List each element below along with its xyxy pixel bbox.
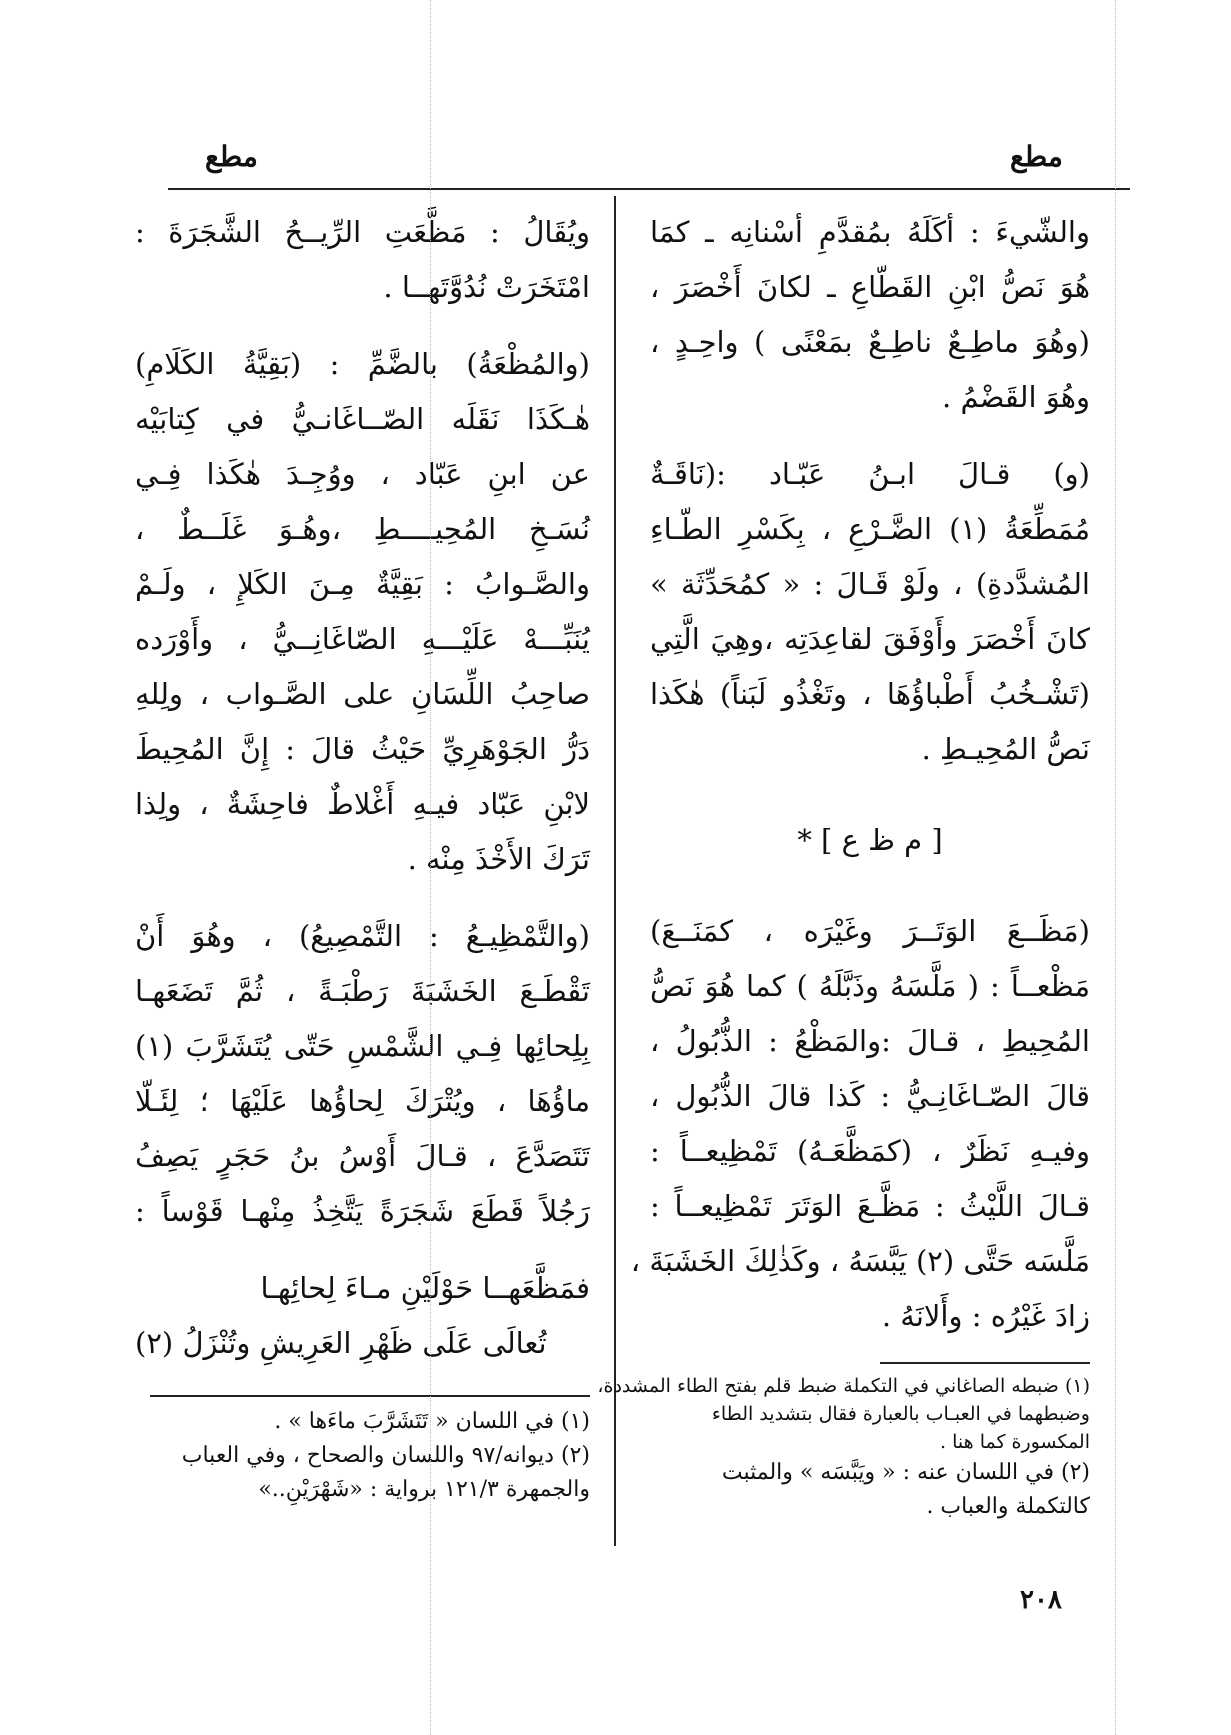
text-line: والشّيءَ : أكَلَهُ بمُقدَّمِ أسْنانِه ـ كمَا [650, 215, 1090, 249]
text-line: (مَظَــعَ الوَتَــرَ وغَيْرَه ، كمَنَــعَ) [650, 914, 1090, 948]
text-line: نُسَـخِ المُحِيــــطِ ،وهُـوَ غَلَــطٌ ، [135, 512, 590, 546]
text-line: تَرَكَ الأَخْذَ مِنْه . [407, 842, 590, 876]
text-line: (وهُوَ ماطِـعٌ ناطِـعٌ بمَعْنًى ) واحِـدٍ ، [650, 325, 1090, 359]
text-line: زادَ غَيْرُه : وأَلانَهُ . [881, 1299, 1090, 1333]
left-paragraph-1 [135, 205, 590, 315]
footnote-line: والجمهرة ١٢١/٣ برواية : «شَهْرَيْنِ..» [258, 1477, 590, 1502]
text-line: صاحِبُ اللِّسَانِ على الصَّـواب ، ولِلهِ [135, 677, 590, 711]
left-column [135, 205, 590, 1507]
text-line: امْتَخَرَتْ نُدُوَّتَهــا . [383, 270, 590, 304]
text-line: مُمَطِّعَةُ (١) الضَّـرْعِ ، بِكَسْرِ الطّـاءِ [650, 512, 1090, 546]
left-paragraph-2 [135, 337, 590, 887]
footnote-line: كالتكملة والعباب . [926, 1494, 1090, 1519]
footnote-line: (١) ضبطه الصاغاني في التكملة ضبط قلم بفتح الطاء المشددة، [597, 1375, 1090, 1397]
page-number: ٢٠٨ [1020, 1585, 1062, 1615]
text-line: مَلَّسَه حَتَّى (٢) يَبَّسَهُ ، وكَذٰلِكَ الخَشَبَةَ ، [630, 1244, 1090, 1278]
text-line: والصَّـوابُ : بَقِيَّةٌ مِـنَ الكَلإِ ، ولَـمْ [135, 567, 590, 601]
footnote-rule [880, 1362, 1090, 1364]
footnote-line: وضبطهما في العبـاب بالعبارة فقال بتشديد الطاء [711, 1403, 1090, 1425]
right-paragraph-3 [630, 904, 1090, 1344]
text-line: نَصُّ المُحِيـطِ . [921, 732, 1090, 766]
text-line: يُنَبِّـــهْ عَلَيْـــهِ الصّاغَانِــيُّ ، وأَوْرَده [135, 622, 590, 656]
footnote-line: (٢) في اللسان عنه : « ويَبَّسَه » والمثبت [721, 1460, 1090, 1485]
column-divider [614, 196, 616, 1546]
text-line: وفيـهِ نَظَرٌ ، (كمَظَّعَـهُ) تَمْظِيعــاً : [650, 1134, 1090, 1168]
text-line: المُحِيطِ ، قـالَ :والمَظْعُ : الذُّبُولُ ، [650, 1024, 1090, 1058]
scan-fold-mark [430, 0, 431, 1735]
running-header-left: مطع [205, 140, 258, 173]
verse-hemistich-1: فمَظَّعَهــا حَوْلَيْنِ مـاءَ لِحائِهـا [260, 1271, 590, 1305]
footnote-line: المكسورة كما هنا . [940, 1431, 1090, 1453]
left-paragraph-3 [135, 909, 590, 1239]
right-paragraph-2 [650, 447, 1090, 777]
right-column [597, 205, 1090, 1524]
text-line: رَجُلاً قَطَعَ شَجَرَةً يَتَّخِذُ مِنْهـا قَوْساً : [135, 1194, 590, 1228]
text-line: (تَشْـخُبُ أَطْباؤُهَا ، وتَغْذُو لَبَناً) هٰكَذا [650, 677, 1090, 711]
text-line: قـالَ اللَّيْثُ : مَظَّـعَ الوَتَرَ تَمْظِيعــاً : [650, 1189, 1090, 1223]
entry-heading: [ م ظ ع ] * [797, 823, 943, 857]
text-line: ماؤُهَا ، ويُتْرَكَ لِحاؤُها عَلَيْهَا ؛ لِئَـلّا [135, 1084, 590, 1118]
text-line: هُوَ نَصُّ ابْنِ القَطّاعِ ـ لكانَ أَخْصَرَ ، [650, 270, 1090, 304]
text-line: ويُقَالُ : مَظَّعَتِ الرِّيــحُ الشَّجَرَةَ : [135, 215, 590, 249]
header-rule [168, 188, 1130, 190]
text-line: عن ابنِ عَبّاد ، ووُجِـدَ هٰكَذا فِـي [135, 457, 590, 491]
text-line: دَرُّ الجَوْهَرِيِّ حَيْثُ قالَ : إِنَّ المُحِيطَ [135, 732, 590, 766]
verse-hemistich-2: تُعالَى عَلَى ظَهْرِ العَرِيشِ وتُنْزَلُ (٢) [135, 1326, 547, 1360]
text-line: هٰـكَذَا نَقَلَه الصّــاغَانـيُّ في كِتابَيْه [135, 402, 590, 436]
text-line: قالَ الصّـاغَانِـيُّ : كَذا قالَ الذُّبُول ، [650, 1079, 1090, 1113]
text-line: بِلِحائِها فِـي الشَّمْسِ حَتّى يُتَشَرَّبَ (١) [135, 1029, 590, 1063]
text-line: مَظْعــاً : ( مَلَّسَهُ وذَبَّلَهُ ) كما هُوَ نَصُّ [650, 969, 1090, 1003]
scan-fold-mark [1115, 0, 1116, 1735]
footnote-line: (١) في اللسان « تَتَشَرَّبَ ماءَها » . [274, 1409, 590, 1434]
text-line: (والمُظْعَةُ) بالضَّمِّ : (بَقِيَّةُ الكَلَامِ) [135, 347, 590, 381]
text-line: لابْنِ عَبّاد فيـهِ أَغْلاطٌ فاحِشَةٌ ، ولِذا [135, 787, 590, 821]
footnote-rule [150, 1395, 590, 1397]
running-header-right: مطع [1010, 140, 1063, 173]
text-line: تَقْطَـعَ الخَشَبَةَ رَطْبَـةً ، ثُمَّ تَضَعَهـا [135, 974, 590, 1008]
text-line: المُشدَّدةِ) ، ولَوْ قَـالَ : « كمُحَدِّثَة » [650, 567, 1090, 601]
text-line: (و) قـالَ ابـنُ عَبّـاد :(نَاقَـةٌ [650, 457, 1090, 491]
text-line: (والتَّمْظِيـعُ : التَّمْصِيعُ) ، وهُوَ أَنْ [135, 919, 590, 953]
text-line: وهُوَ القَضْمُ . [942, 380, 1090, 414]
footnote-line: (٢) ديوانه/٩٧ واللسان والصحاح ، وفي العباب [181, 1443, 590, 1468]
text-line: تَتَصَدَّعَ ، قـالَ أَوْسُ بنُ حَجَرٍ يَصِفُ [135, 1139, 590, 1173]
text-line: كانَ أَخْصَرَ وأَوْفَقَ لقاعِدَتِه ،وهِيَ الَّتِي [650, 622, 1090, 656]
poem-verse [135, 1261, 590, 1371]
right-footnotes [597, 1372, 1090, 1524]
left-footnotes [135, 1405, 590, 1507]
right-paragraph-1 [650, 205, 1090, 425]
